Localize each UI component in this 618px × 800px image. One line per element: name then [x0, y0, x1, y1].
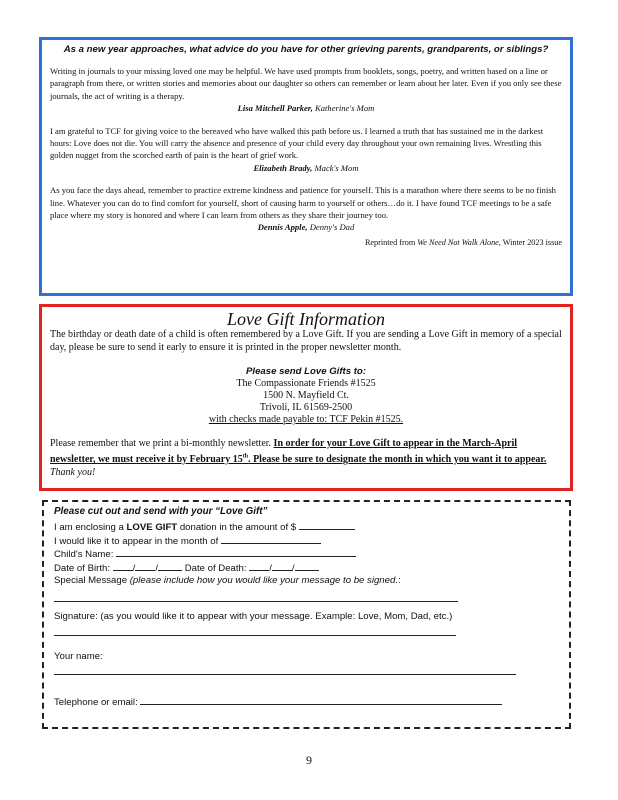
month-line: I would like it to appear in the month of — [54, 534, 559, 548]
dob-year-field[interactable] — [158, 561, 182, 571]
donation-line: I am enclosing a LOVE GIFT donation in the amount of $ — [54, 520, 559, 534]
advice-question: As a new year approaches, what advice do you have for other grieving parents, grandparents, or siblings? — [63, 44, 549, 55]
signature-line: Signature: (as you would like it to appear with your message. Example: Love, Mom, Dad, etc.) — [54, 610, 453, 622]
address-line: Trivoli, IL 61569-2500 — [259, 402, 353, 414]
advice-entry-attribution — [50, 221, 562, 233]
your-name-line: Your name: — [54, 650, 103, 662]
checks-payable-line: with checks made payable to: TCF Pekin #1525. — [208, 414, 404, 426]
reminder-start: Please remember that we print a bi-monthly newsletter. — [50, 438, 272, 450]
send-to-heading: Please send Love Gifts to: — [246, 366, 366, 378]
child-name-field[interactable] — [116, 547, 356, 557]
contact-field[interactable] — [140, 695, 502, 705]
your-name-field[interactable] — [54, 673, 516, 675]
advice-entry-attribution — [50, 102, 562, 114]
page-number: 9 — [306, 753, 312, 767]
dod-year-field[interactable] — [295, 561, 319, 571]
advice-box — [39, 37, 573, 296]
month-field[interactable] — [221, 534, 321, 544]
dod-month-field[interactable] — [249, 561, 269, 571]
attribution-name: Dennis Apple, — [257, 222, 308, 233]
reprint-source: We Need Not Walk Alone, — [417, 237, 501, 247]
reprint-prefix: Reprinted from — [364, 237, 416, 247]
attribution-relation: Mack's Mom — [314, 162, 359, 173]
newsletter-reminder — [50, 438, 562, 479]
advice-entry-text: I am grateful to TCF for giving voice to the bereaved who have walked this path before us. I learned a truth that has sustained me in the darkest hours: Love does not die. You will carry the absence and presence of your child every day throughout your own remaining lives. Wrestling this golden nugget from the scorched earth of pain is the heart of grief work. — [50, 125, 544, 161]
attribution-name: Elizabeth Brady, — [253, 162, 313, 173]
dod-day-field[interactable] — [272, 561, 292, 571]
attribution-relation: Katherine's Mom — [314, 103, 375, 114]
address-line: The Compassionate Friends #1525 — [236, 378, 376, 390]
dates-line: Date of Birth: / / Date of Death: / / — [54, 561, 559, 575]
advice-entry-text: As you face the days ahead, remember to practice extreme kindness and patience for yourself. This is a marathon where there seems to be no finish line. Whatever you can do to find comfort for yourself, short of causing harm to yourself or others…do it. I have found TCF meetings to be a safe place where my story is honored and where I can learn from others as they share their journey too. — [50, 185, 556, 221]
message-field[interactable] — [54, 600, 458, 602]
dob-day-field[interactable] — [135, 561, 155, 571]
reminder-deadline: In order for your Love Gift to appear in the March-April newsletter, we must receive it by February 15th. Please be sure to designate the month in which you want it to appear. — [50, 438, 547, 466]
dob-month-field[interactable] — [113, 561, 133, 571]
reprint-suffix: Winter 2023 issue — [502, 237, 562, 247]
love-gift-title: Love Gift Information — [227, 309, 385, 329]
love-gift-form — [42, 500, 571, 729]
message-line: Special Message (please include how you would like your message to be signed.: — [54, 575, 401, 587]
advice-entry-text: Writing in journals to your missing loved one may be helpful. We have used prompts from booklets, songs, poetry, and written based on a line or paragraph from there, or written stories and memories about our daughter so others can remember or learn about her later. Even if you only see these journals, the act of writing is a therapy. — [50, 66, 562, 101]
advice-entry-attribution — [50, 162, 562, 174]
form-title: Please cut out and send with your “Love Gift” — [54, 506, 268, 517]
attribution-relation: Denny's Dad — [309, 222, 355, 233]
donation-amount-field[interactable] — [299, 520, 355, 530]
reprint-credit — [50, 238, 562, 247]
thank-you: Thank you! — [50, 466, 96, 478]
signature-field[interactable] — [54, 634, 456, 636]
address-line: 1500 N. Mayfield Ct. — [263, 390, 349, 402]
love-gift-intro: The birthday or death date of a child is often remembered by a Love Gift. If you are sending a Love Gift in memory of a special day, please be sure to send it early to ensure it is printed in the proper newsletter month. — [50, 329, 562, 353]
love-gift-box — [39, 304, 573, 491]
child-name-line: Child's Name: — [54, 547, 559, 561]
contact-line: Telephone or email: — [54, 695, 559, 709]
attribution-name: Lisa Mitchell Parker, — [237, 103, 313, 114]
